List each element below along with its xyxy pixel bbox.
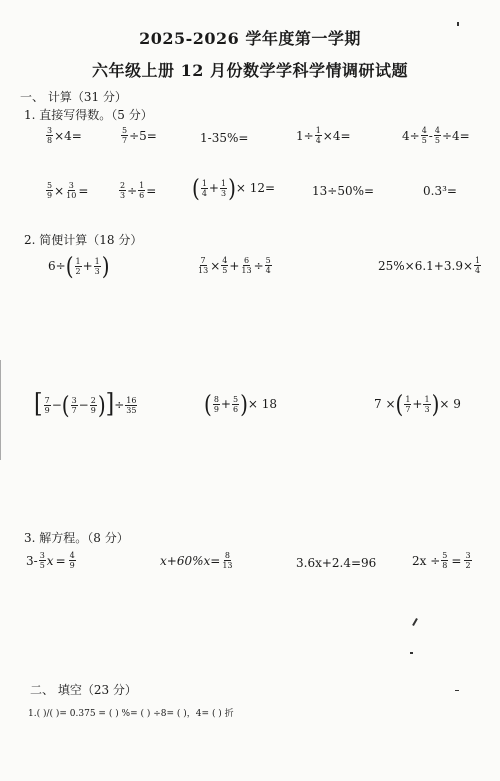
q3-expr-d: 2x ÷ $\frac{5}{8}$ = $\frac{3}{2}$	[412, 551, 471, 570]
q2-expr-d: [ $\frac{7}{9}$ − ( $\frac{3}{7}$ − $\frac{2}{9}$ ) ] ÷ $\frac{16}{35}$	[34, 389, 137, 420]
q1-expr-a: $\frac{3}{8}$ ×4=	[47, 126, 82, 145]
q2-expr-a: 6÷ ( $\frac{1}{2}$ + $\frac{1}{3}$ )	[48, 251, 110, 281]
q1-expr-c: 1-35%=	[200, 131, 249, 145]
exam-title-main: 六年级上册 12 月份数学学科学情调研试题	[92, 61, 408, 80]
q2-heading: 2. 简便计算（18 分）	[24, 233, 143, 247]
q3-expr-b: x+60%x= $\frac{8}{13}$	[160, 551, 233, 570]
q1-expr-j: 0.3³=	[423, 184, 457, 198]
scan-edge-line	[0, 360, 1, 460]
q1-expr-h: ( $\frac{1}{4}$ + $\frac{1}{3}$ ) × 12=	[192, 173, 276, 203]
q2-expr-e: ( $\frac{8}{9}$ + $\frac{5}{6}$ ) × 18	[204, 389, 278, 419]
q3-expr-c: 3.6x+2.4=96	[296, 556, 377, 570]
q1-heading: 1. 直接写得数。（5 分）	[24, 108, 153, 122]
section-2-heading: 二、 填空（23 分）	[30, 683, 137, 697]
q2-expr-c: 25%×6.1+3.9× $\frac{1}{4}$	[378, 256, 481, 275]
q1-expr-f: $\frac{5}{9}$ × $\frac{3}{10}$ =	[47, 181, 89, 200]
scan-speck	[457, 22, 459, 26]
q1-expr-g: $\frac{2}{3}$ ÷ $\frac{1}{6}$ =	[120, 181, 157, 200]
scan-speck	[412, 618, 418, 626]
scan-speck	[455, 690, 459, 691]
q3-expr-a: 3- $\frac{3}{5}$ x = $\frac{4}{9}$	[26, 551, 75, 570]
fill-in-q1: 1.( )/( )= 0.375 = ( ) %= ( ) ÷8= ( )，4= ( ) 折	[28, 709, 234, 719]
q1-expr-e: 4÷ $\frac{4}{5}$ - $\frac{4}{5}$ ÷4=	[402, 126, 470, 145]
q2-expr-f: 7 × ( $\frac{1}{7}$ + $\frac{1}{3}$ ) × 9	[374, 389, 461, 419]
scan-speck	[410, 652, 413, 654]
q3-heading: 3. 解方程。（8 分）	[24, 531, 129, 545]
section-1-heading: 一、 计算（31 分）	[20, 90, 127, 104]
q1-expr-i: 13÷50%=	[312, 184, 375, 198]
q1-expr-d: 1÷ $\frac{1}{4}$ ×4=	[296, 126, 351, 145]
q1-expr-b: $\frac{5}{7}$ ÷5=	[122, 126, 157, 145]
q2-expr-b: $\frac{7}{13}$ × $\frac{4}{5}$ + $\frac{6}{13}$ ÷ $\frac{5}{4}$	[198, 256, 271, 275]
exam-title-year: 2025-2026 学年度第一学期	[139, 29, 361, 48]
